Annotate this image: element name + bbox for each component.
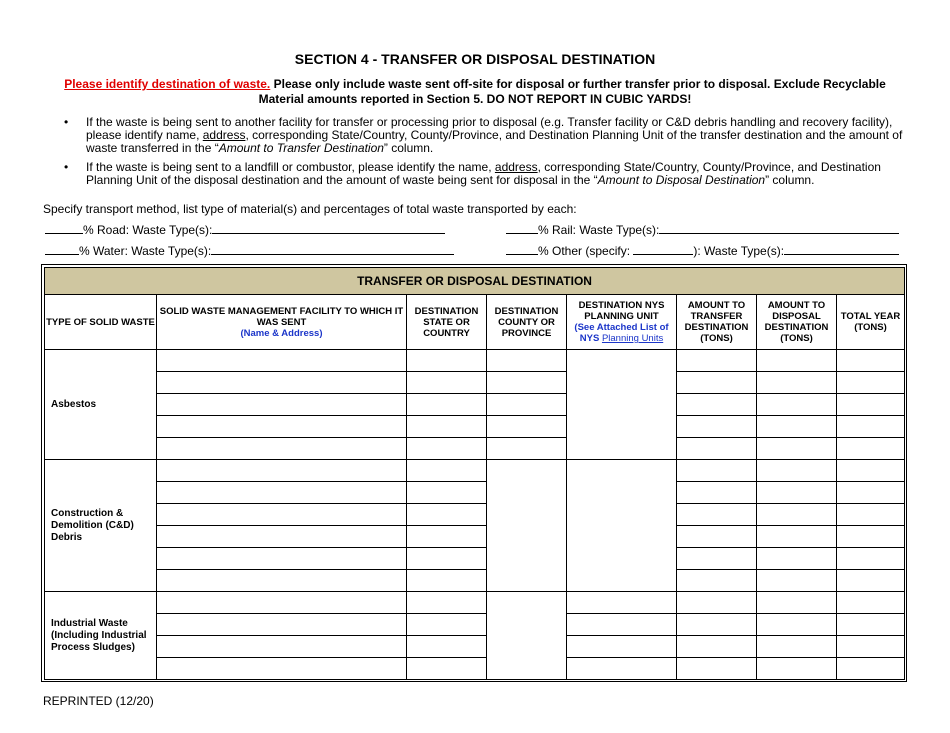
header-planning-sub: (See Attached List of NYS [574,322,669,344]
state-cell[interactable] [407,570,487,592]
transfer-cell[interactable] [677,548,757,570]
total-cell[interactable] [837,438,905,460]
table-row [45,592,905,614]
total-cell[interactable] [837,394,905,416]
facility-cell[interactable] [157,394,407,416]
table-row [45,372,905,394]
facility-cell[interactable] [157,614,407,636]
facility-cell[interactable] [157,658,407,680]
state-cell[interactable] [407,636,487,658]
other-line [506,243,899,258]
instruction-warning: Please identify destination of waste. [64,77,271,91]
disposal-cell[interactable] [757,548,837,570]
header-facility: SOLID WASTE MANAGEMENT FACILITY TO WHICH IT WAS SENT (Name & Address) [157,295,407,350]
county-cell[interactable] [487,350,567,372]
disposal-cell[interactable] [757,482,837,504]
facility-cell[interactable] [157,482,407,504]
rail-waste-field[interactable] [659,222,899,234]
disposal-cell[interactable] [757,614,837,636]
table-row [45,570,905,592]
total-cell[interactable] [837,460,905,482]
water-percent-field[interactable] [45,243,79,255]
table-banner: TRANSFER OR DISPOSAL DESTINATION [45,268,905,295]
table-row [45,438,905,460]
total-cell[interactable] [837,570,905,592]
facility-cell[interactable] [157,372,407,394]
state-cell[interactable] [407,548,487,570]
transfer-cell[interactable] [677,504,757,526]
road-label: % Road: Waste Type(s): [83,223,213,237]
water-waste-field[interactable] [211,243,454,255]
transfer-cell[interactable] [677,636,757,658]
water-label: % Water: Waste Type(s): [79,244,212,258]
table-row [45,482,905,504]
disposal-cell[interactable] [757,504,837,526]
transfer-cell[interactable] [677,416,757,438]
disposal-cell[interactable] [757,350,837,372]
facility-cell[interactable] [157,636,407,658]
destination-table [44,267,905,680]
water-line [45,243,454,258]
disposal-cell[interactable] [757,592,837,614]
other-percent-field[interactable] [506,243,538,255]
total-cell[interactable] [837,636,905,658]
table-row [45,416,905,438]
transfer-cell[interactable] [677,372,757,394]
facility-cell[interactable] [157,438,407,460]
disposal-cell[interactable] [757,658,837,680]
rail-line [506,222,899,237]
transfer-cell[interactable] [677,658,757,680]
address-link[interactable]: address [494,160,538,174]
state-cell[interactable] [407,350,487,372]
planning-cell[interactable] [567,460,677,592]
county-cell[interactable] [487,416,567,438]
transfer-cell[interactable] [677,526,757,548]
destination-table-frame [41,264,907,682]
disposal-cell[interactable] [757,416,837,438]
road-waste-field[interactable] [212,222,445,234]
table-row [45,350,905,372]
planning-cell[interactable] [567,636,677,658]
facility-cell[interactable] [157,504,407,526]
total-cell[interactable] [837,350,905,372]
instructions [30,77,920,107]
total-cell[interactable] [837,372,905,394]
county-cell[interactable] [487,394,567,416]
state-cell[interactable] [407,592,487,614]
table-row [45,636,905,658]
state-cell[interactable] [407,438,487,460]
state-cell[interactable] [407,504,487,526]
state-cell[interactable] [407,526,487,548]
category-industrial: Industrial Waste (Including Industrial Process Sludges) [45,592,157,680]
planning-cell[interactable] [567,592,677,614]
transfer-cell[interactable] [677,570,757,592]
transfer-cell[interactable] [677,350,757,372]
transfer-cell[interactable] [677,438,757,460]
table-row [45,614,905,636]
table-row [45,504,905,526]
total-cell[interactable] [837,526,905,548]
other-label-a: % Other (specify: [538,244,634,258]
header-transfer: AMOUNT TO TRANSFER DESTINATION (TONS) [677,295,757,350]
reprint-note: REPRINTED (12/20) [43,694,154,708]
total-cell[interactable] [837,504,905,526]
header-facility-sub: (Name & Address) [240,327,323,339]
transfer-cell[interactable] [677,394,757,416]
address-link[interactable]: address [202,128,246,142]
instruction-line1: Please only include waste sent off-site for disposal or further transfer prior to disposal. Exclude Recyclable [270,77,886,91]
planning-cell[interactable] [567,658,677,680]
disposal-cell[interactable] [757,636,837,658]
table-row [45,548,905,570]
facility-cell[interactable] [157,526,407,548]
disposal-cell[interactable] [757,526,837,548]
total-cell[interactable] [837,548,905,570]
header-state: DESTINATION STATE OR COUNTRY [407,295,487,350]
state-cell[interactable] [407,394,487,416]
bullet-dot: • [64,160,69,174]
planning-units-link[interactable]: Planning Units [601,333,664,344]
state-cell[interactable] [407,416,487,438]
disposal-cell[interactable] [757,438,837,460]
bullet-text: If the waste is being sent to a landfill or combustor, please identify the name, address, corresponding State/Country, County/Province, and Destination Planning Unit of the disposal destination and the amount of waste being sent for disposal in the “Amount to Disposal Destination” column. [86,160,881,187]
header-county: DESTINATION COUNTY OR PROVINCE [487,295,567,350]
table-row [45,394,905,416]
total-cell[interactable] [837,592,905,614]
header-type: TYPE OF SOLID WASTE [45,295,157,350]
total-cell[interactable] [837,482,905,504]
disposal-cell[interactable] [757,394,837,416]
category-asbestos: Asbestos [45,350,157,460]
disposal-cell[interactable] [757,372,837,394]
road-line [45,222,445,237]
transport-instruction: Specify transport method, list type of material(s) and percentages of total waste transported by each: [43,202,577,216]
county-cell[interactable] [487,592,567,680]
table-row [45,460,905,482]
total-cell[interactable] [837,614,905,636]
planning-cell[interactable] [567,350,677,460]
county-cell[interactable] [487,372,567,394]
state-cell[interactable] [407,460,487,482]
rail-label: % Rail: Waste Type(s): [538,223,660,237]
transfer-cell[interactable] [677,482,757,504]
bullet-dot: • [64,115,69,129]
facility-cell[interactable] [157,570,407,592]
road-percent-field[interactable] [45,222,83,234]
facility-cell[interactable] [157,592,407,614]
state-cell[interactable] [407,658,487,680]
rail-percent-field[interactable] [506,222,538,234]
transfer-cell[interactable] [677,460,757,482]
table-row [45,658,905,680]
disposal-cell[interactable] [757,460,837,482]
transfer-cell[interactable] [677,592,757,614]
other-label-b: ): Waste Type(s): [693,244,785,258]
header-planning: DESTINATION NYS PLANNING UNIT (See Attached List of NYS Planning Units [567,295,677,350]
disposal-cell[interactable] [757,570,837,592]
facility-cell[interactable] [157,416,407,438]
category-cd-debris: Construction & Demolition (C&D) Debris [45,460,157,592]
header-disposal: AMOUNT TO DISPOSAL DESTINATION (TONS) [757,295,837,350]
other-waste-field[interactable] [784,243,899,255]
planning-cell[interactable] [567,614,677,636]
other-specify-field[interactable] [633,243,693,255]
facility-cell[interactable] [157,460,407,482]
county-cell[interactable] [487,438,567,460]
facility-cell[interactable] [157,548,407,570]
instruction-line2: Material amounts reported in Section 5. DO NOT REPORT IN CUBIC YARDS! [258,92,692,106]
total-cell[interactable] [837,658,905,680]
total-cell[interactable] [837,416,905,438]
bullet-text: If the waste is being sent to another facility for transfer or processing prior to disposal (e.g. Transfer facility or C&D debris handling and recovery facility), please identify name, address, corresponding State/Country, County/Province, and Destination Planning Unit of the transfer destination and the amount of waste transferred in the “Amount to Transfer Destination” column. [86,115,903,155]
state-cell[interactable] [407,614,487,636]
county-cell[interactable] [487,460,567,592]
state-cell[interactable] [407,372,487,394]
state-cell[interactable] [407,482,487,504]
transfer-cell[interactable] [677,614,757,636]
facility-cell[interactable] [157,350,407,372]
section-title: SECTION 4 - TRANSFER OR DISPOSAL DESTINATION [294,51,656,67]
header-total: TOTAL YEAR (TONS) [837,295,905,350]
table-row [45,526,905,548]
